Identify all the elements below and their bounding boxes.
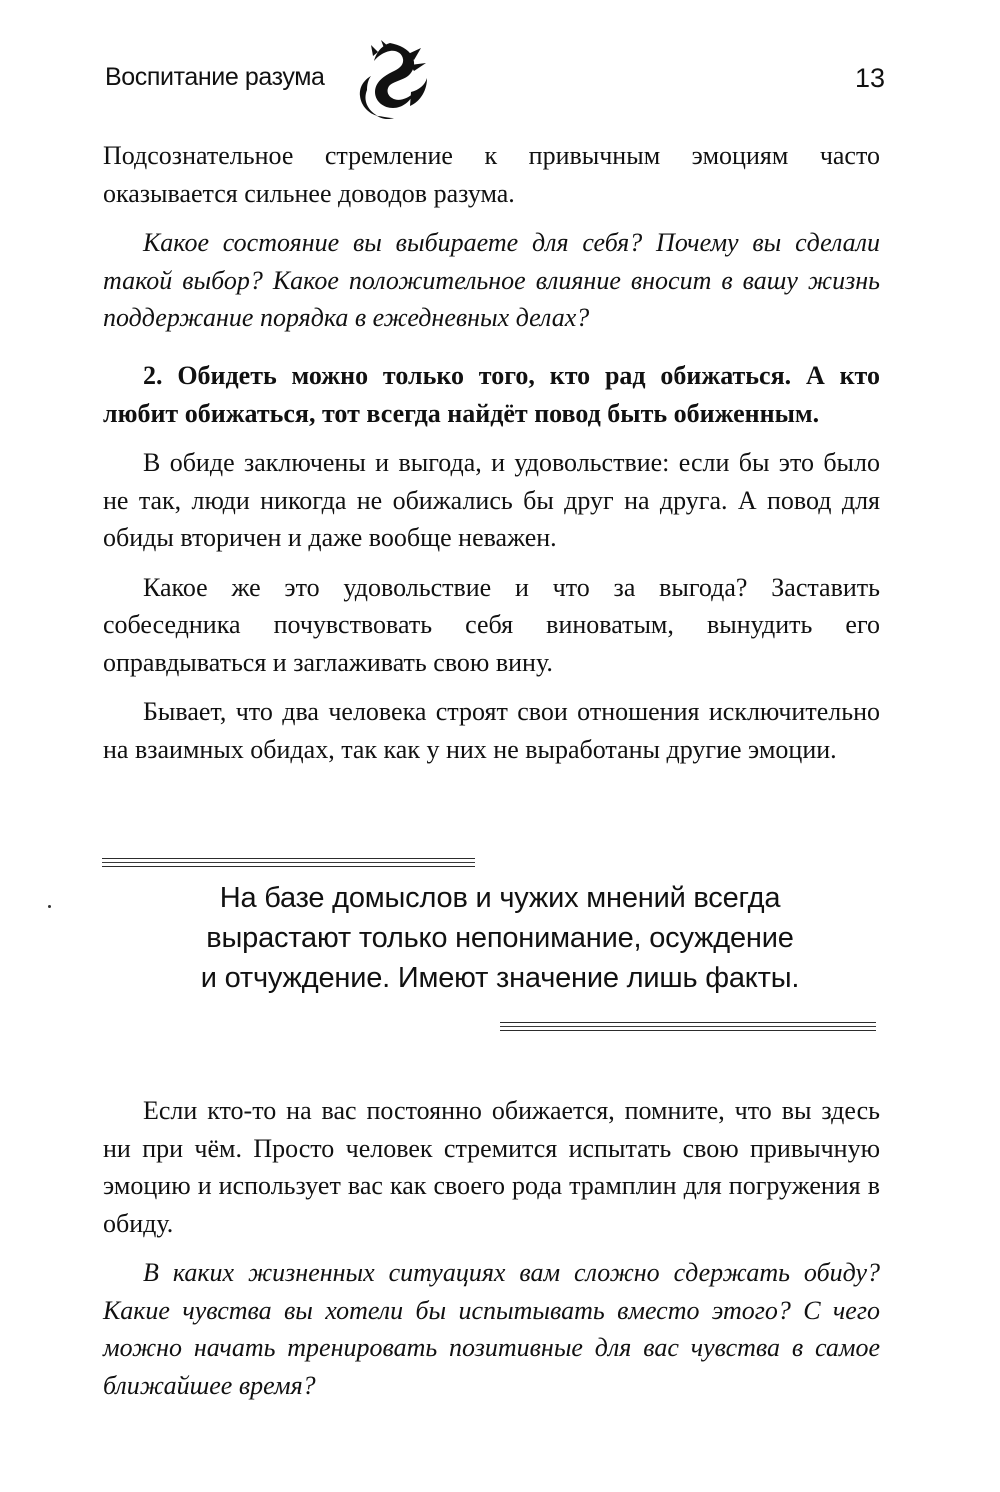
decorative-rule-top <box>102 858 475 867</box>
pull-quote-line: вырастают только непонимание, осуждение <box>206 922 794 954</box>
page-number: 13 <box>854 63 885 93</box>
dragon-icon <box>353 40 429 120</box>
section-2-text-block <box>103 357 880 768</box>
pull-quote <box>110 878 890 998</box>
page-header <box>105 55 885 125</box>
section-heading: 2. Обидеть можно только того, кто рад обижаться. А кто любит обижаться, тот всегда найдёт повод быть обиженным. <box>103 361 880 428</box>
body-paragraph: В обиде заключены и выгода, и удовольствие: если бы это было не так, люди никогда не обижались бы друг на друга. А повод для обиды вторичен и даже вообще неважен. <box>103 448 880 552</box>
body-paragraph: Бывает, что два человека строят свои отношения исключительно на взаимных обидах, так как у них не выработаны другие эмоции. <box>103 697 880 764</box>
body-paragraph: Если кто-то на вас постоянно обижается, помните, что вы здесь ни при чём. Просто человек стремится испытать свою привычную эмоцию и использует вас как своего рода трамплин для погружения в обиду. <box>103 1096 880 1238</box>
reflection-question: Какое состояние вы выбираете для себя? Почему вы сделали такой выбор? Какое положительное влияние вносит в вашу жизнь поддержание порядка в ежедневных делах? <box>103 228 880 332</box>
body-paragraph: Какое же это удовольствие и что за выгода? Заставить собеседника почувствовать себя виноватым, вынудить его оправдываться и заглаживать свою вину. <box>103 572 880 677</box>
running-title: Воспитание разума <box>105 63 325 91</box>
decorative-rule-bottom <box>500 1022 876 1031</box>
print-speck <box>48 905 51 908</box>
pull-quote-line: и отчуждение. Имеют значение лишь факты. <box>200 962 800 994</box>
closing-text-block <box>103 1092 880 1404</box>
intro-text-block <box>103 137 880 337</box>
reflection-question: В каких жизненных ситуациях вам сложно сдержать обиду? Какие чувства вы хотели бы испытывать вместо этого? С чего можно начать тренировать позитивные для вас чувства в самое ближайшее время? <box>103 1258 880 1400</box>
pull-quote-line: На базе домыслов и чужих мнений всегда <box>219 882 781 914</box>
body-paragraph: Подсознательное стремление к привычным эмоциям часто оказывается сильнее доводов разума. <box>103 141 880 208</box>
